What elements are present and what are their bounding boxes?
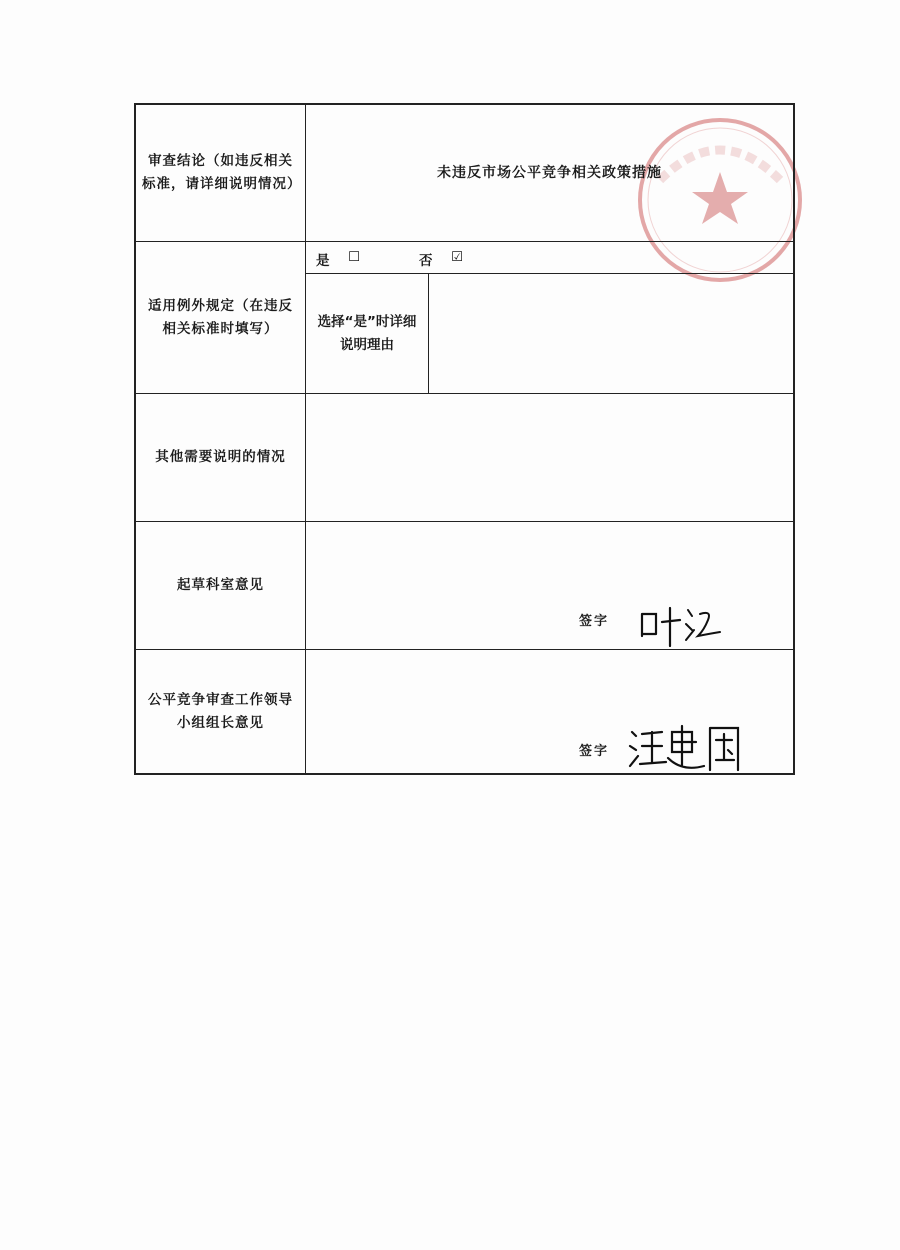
- drafting-sign-label: 签字: [579, 614, 610, 629]
- drafting-value-cell: [306, 522, 793, 649]
- conclusion-row: [136, 105, 793, 241]
- no-option-label: 否: [419, 253, 433, 269]
- review-form-table: [134, 103, 795, 775]
- yes-option-label: 是: [316, 253, 330, 269]
- drafting-signature: [636, 600, 726, 650]
- conclusion-value-cell: [306, 105, 793, 241]
- other-label: 其他需要说明的情况: [136, 394, 306, 521]
- exception-label: 适用例外规定（在违反相关标准时填写）: [136, 242, 306, 393]
- exception-value-cell: [306, 242, 793, 393]
- drafting-row: [136, 521, 793, 649]
- leader-sign-label: 签字: [579, 744, 610, 759]
- yes-checkbox[interactable]: ☐: [348, 249, 361, 265]
- leader-value-cell: [306, 650, 793, 773]
- no-checkbox[interactable]: ☑: [451, 249, 464, 265]
- exception-row: [136, 241, 793, 393]
- other-value: [306, 394, 793, 521]
- other-row: [136, 393, 793, 521]
- drafting-label: 起草科室意见: [136, 522, 306, 649]
- yes-no-bar: [306, 242, 793, 274]
- reason-label: 选择“是”时详细说明理由: [306, 274, 429, 393]
- leader-label: 公平竞争审查工作领导小组组长意见: [136, 650, 306, 773]
- leader-signature: [626, 722, 746, 776]
- leader-row: [136, 649, 793, 773]
- conclusion-value: 未违反市场公平竞争相关政策措施: [437, 165, 662, 181]
- reason-value: [429, 274, 793, 393]
- conclusion-label: 审查结论（如违反相关标准，请详细说明情况）: [136, 105, 306, 241]
